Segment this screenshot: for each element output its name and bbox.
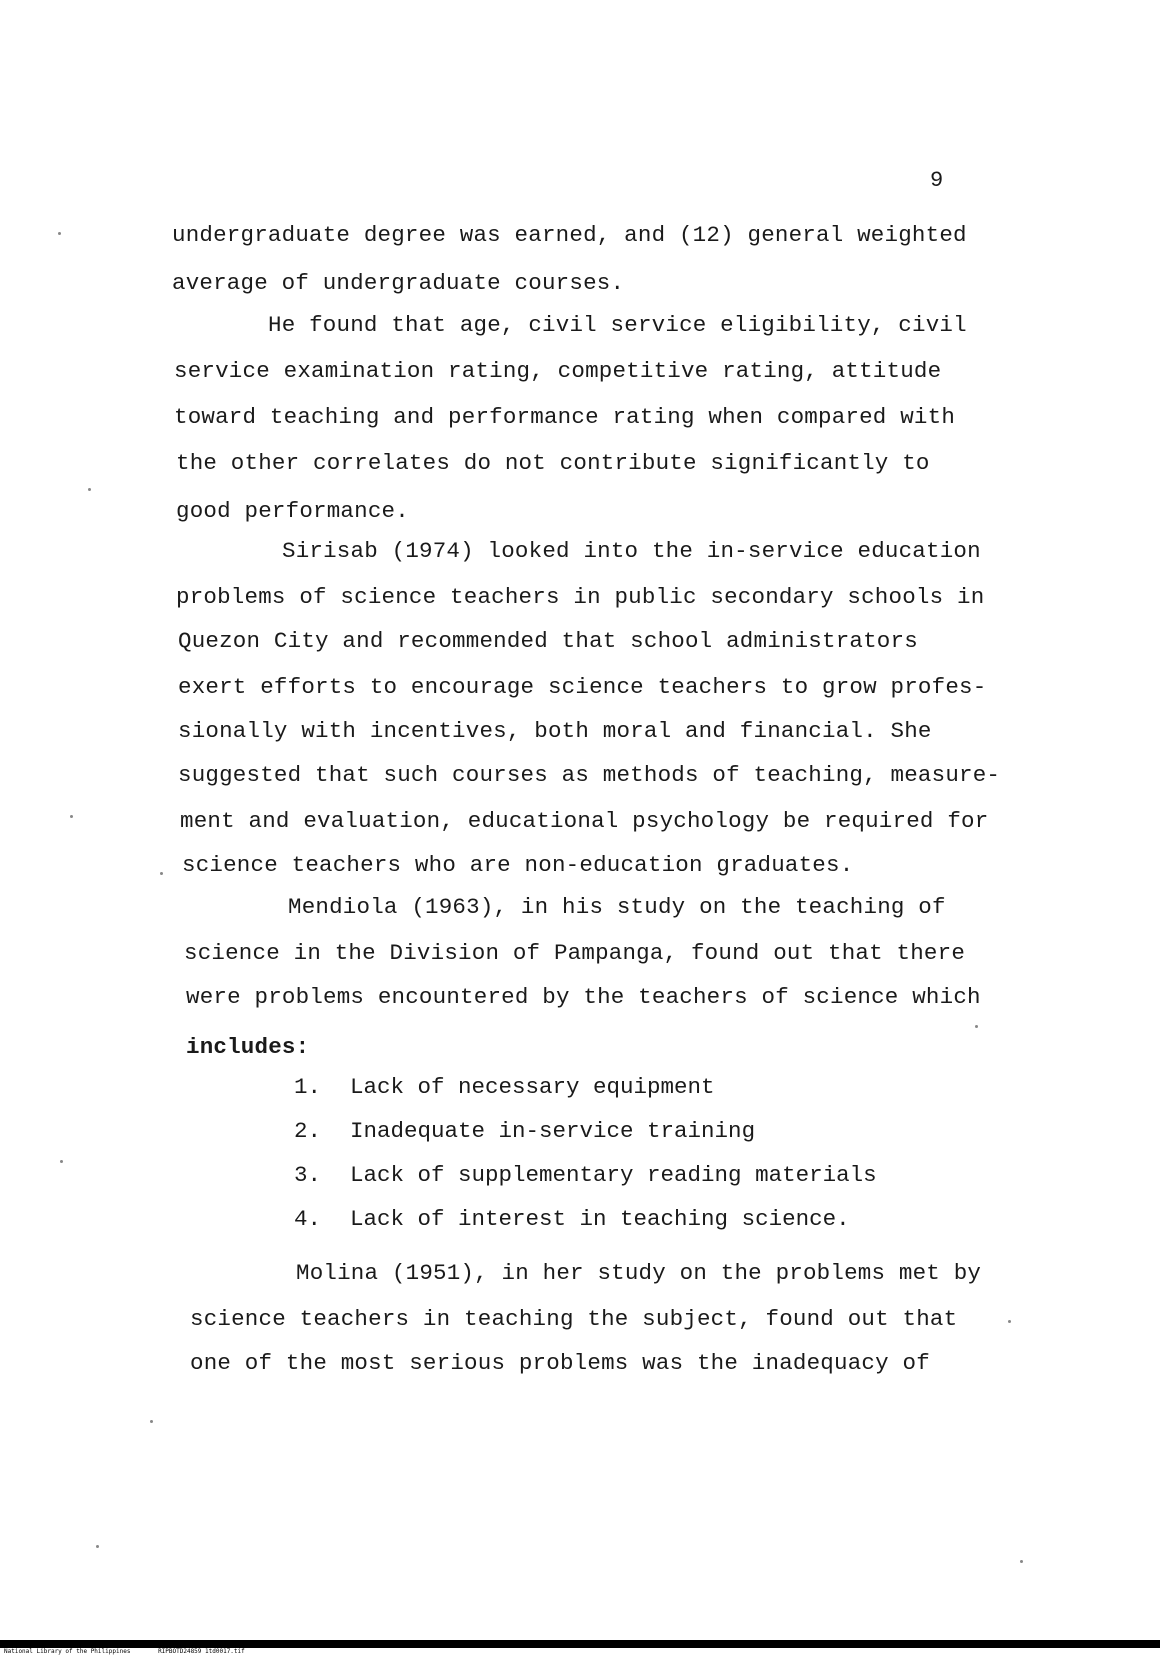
scan-speck (70, 815, 73, 818)
list-item (294, 1074, 715, 1100)
text-line: He found that age, civil service eligibility, civil (268, 312, 967, 338)
list-item (294, 1118, 755, 1144)
list-text: Lack of necessary equipment (350, 1074, 715, 1100)
text-line: suggested that such courses as methods of teaching, measure- (178, 762, 1001, 788)
text-line: were problems encountered by the teachers of science which (186, 984, 981, 1010)
text-line: the other correlates do not contribute significantly to (176, 450, 930, 476)
text-line: Mendiola (1963), in his study on the teaching of (288, 894, 946, 920)
list-item (294, 1162, 877, 1188)
list-text: Inadequate in-service training (350, 1118, 756, 1144)
scan-footer (4, 1648, 269, 1655)
footer-library: National Library of the Philippines (4, 1648, 131, 1655)
text-line: ment and evaluation, educational psychology be required for (180, 808, 989, 834)
scan-footer-bar (0, 1640, 1160, 1648)
scan-speck (88, 488, 91, 491)
scan-speck (150, 1420, 153, 1423)
list-number: 4. (294, 1206, 322, 1232)
text-line: undergraduate degree was earned, and (12) general weighted (172, 222, 967, 248)
text-line: science in the Division of Pampanga, found out that there (184, 940, 966, 966)
scan-speck (96, 1545, 99, 1548)
scan-speck (1008, 1320, 1011, 1323)
text-line: toward teaching and performance rating when compared with (174, 404, 956, 430)
text-line: service examination rating, competitive rating, attitude (174, 358, 942, 384)
list-number: 1. (294, 1074, 322, 1100)
scan-speck (1020, 1560, 1023, 1563)
scan-speck (60, 1160, 63, 1163)
list-number: 3. (294, 1162, 322, 1188)
text-line: Sirisab (1974) looked into the in-service education (282, 538, 981, 564)
scan-speck (160, 872, 163, 875)
text-line: includes: (186, 1034, 310, 1060)
list-item (294, 1206, 850, 1232)
text-line: good performance. (176, 498, 409, 524)
scan-speck (975, 1025, 978, 1028)
text-line: one of the most serious problems was the inadequacy of (190, 1350, 930, 1376)
list-text: Lack of supplementary reading materials (350, 1162, 877, 1188)
text-line: problems of science teachers in public secondary schools in (176, 584, 985, 610)
text-line: average of undergraduate courses. (172, 270, 625, 296)
text-line: exert efforts to encourage science teachers to grow profes- (178, 674, 987, 700)
text-line: Quezon City and recommended that school administrators (178, 628, 918, 654)
text-line: sionally with incentives, both moral and financial. She (178, 718, 932, 744)
text-line: science teachers in teaching the subject, found out that (190, 1306, 958, 1332)
list-number: 2. (294, 1118, 322, 1144)
footer-file-id: RIPBOTD24859 1td0017.tif (158, 1648, 245, 1655)
text-line: Molina (1951), in her study on the problems met by (296, 1260, 982, 1286)
scan-speck (58, 232, 61, 235)
page-number: 9 (930, 168, 944, 193)
list-text: Lack of interest in teaching science. (350, 1206, 850, 1232)
text-line: science teachers who are non-education graduates. (182, 852, 854, 878)
